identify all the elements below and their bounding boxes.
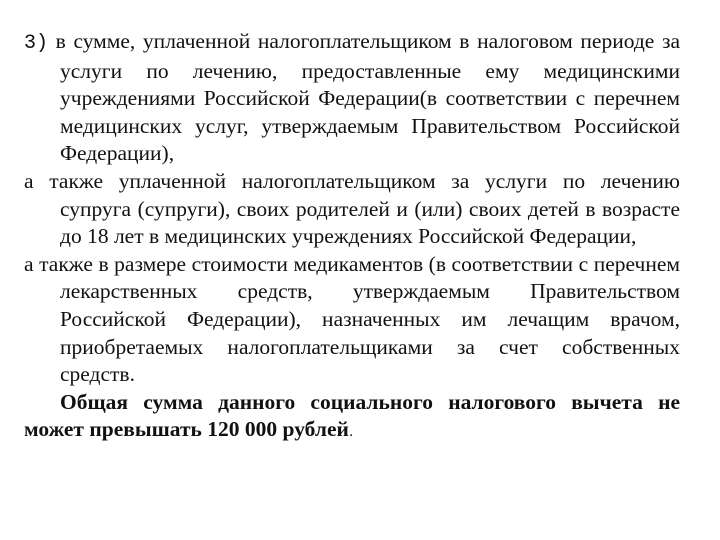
summary-period: .: [348, 423, 354, 441]
paragraph-2: а также уплаченной налогоплательщиком за услуги по лечению супруга (супруги), своих родителей и (или) своих детей в возрасте до 18 лет в медицинских учреждениях Российской Федерации,: [24, 168, 680, 249]
summary-bold-text: Общая сумма данного социального налогового вычета не может превышать 120 000 рублей: [24, 389, 680, 442]
item-number: 3): [24, 32, 49, 55]
summary-paragraph: [24, 389, 680, 446]
paragraph-item-3: [24, 28, 680, 168]
paragraph-1-text: в сумме, уплаченной налогоплательщиком в налоговом периоде за услуги по лечению, предоставленные ему медицинскими учреждениями Российской Федерации(в соответствии с перечнем медицинских услуг, утверждаемым Правительством Российской Федерации),: [55, 29, 681, 166]
document-text: [24, 28, 680, 446]
paragraph-3: а также в размере стоимости медикаментов (в соответствии с перечнем лекарственных средств, утверждаемым Правительством Российской Федерации), назначенных им лечащим врачом, приобретаемых налогоплательщиками за счет собственных средств.: [24, 251, 680, 387]
